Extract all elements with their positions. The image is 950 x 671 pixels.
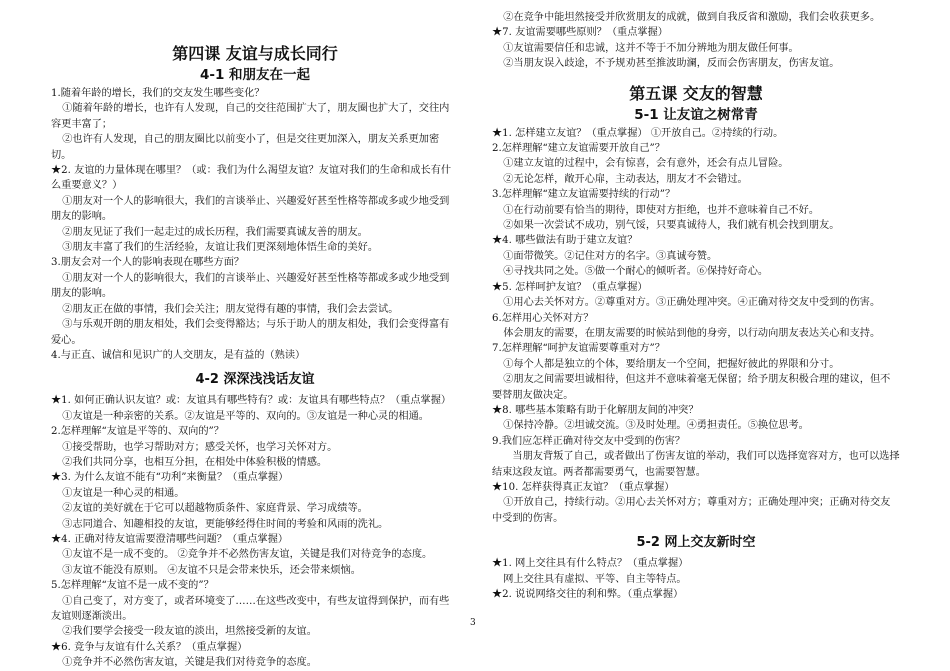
text-line: ①友谊不是一成不变的。 ②竞争并不必然伤害友谊，关键是我们对待竞争的态度。 bbox=[62, 549, 433, 561]
text-line: ①保持冷静。②坦诚交流。③及时处理。④勇担责任。⑤换位思考。 bbox=[503, 420, 809, 432]
text-line: 当朋友背叛了自己，或者做出了伤害友谊的举动，我们可以选择宽容对方，也可以选择结束这段友谊。两者都需要勇气，也需要智慧。 bbox=[492, 451, 900, 478]
text-line: 4.与正直、诚信和见识广的人交朋友，是有益的（熟读） bbox=[51, 349, 306, 361]
text-line: ②无论怎样，敞开心扉，主动表达，朋友才不会错过。 bbox=[503, 173, 748, 185]
text-line: ④寻找共同之处。⑤做一个耐心的倾听者。⑥保持好奇心。 bbox=[503, 266, 769, 278]
text-line: ★2. 友谊的力量体现在哪里？（或：我们为什么渴望友谊？友谊对我们的生命和成长有什么重要意义？） bbox=[51, 165, 452, 192]
text-line: ①朋友对一个人的影响很大，我们的言谈举止、兴趣爱好甚至性格等都或多或少地受到朋友的影响。 bbox=[51, 195, 450, 223]
text-line: 网上交往具有虚拟、平等、自主等特点。 bbox=[503, 573, 687, 585]
text-line: ③志同道合、知趣相投的友谊，更能够经得住时间的考验和风雨的洗礼。 bbox=[62, 518, 389, 530]
section-5-1-title: 5-1 让友谊之树常青 bbox=[634, 106, 758, 123]
text-line: ★10. 怎样获得真正友谊？（重点掌握） bbox=[492, 481, 675, 493]
text-line: ①竞争并不必然伤害友谊，关键是我们对待竞争的态度。 bbox=[62, 657, 317, 669]
page-number: 3 bbox=[470, 618, 476, 628]
text-line: 7.怎样理解“呵护友谊需要尊重对方”？ bbox=[492, 343, 665, 355]
text-line: ②当朋友误入歧途，不予规劝甚至推波助澜，反而会伤害朋友，伤害友谊。 bbox=[503, 58, 840, 70]
text-line: ★3. 为什么友谊不能有“功利”来衡量？（重点掌握） bbox=[51, 472, 289, 484]
text-line: ②朋友见证了我们一起走过的成长历程，我们需要真诚友善的朋友。 bbox=[62, 226, 368, 238]
text-line: ①接受帮助，也学习帮助对方；感受关怀，也学习关怀对方。 bbox=[62, 441, 338, 453]
text-line: 1.随着年龄的增长，我们的交友发生哪些变化？ bbox=[51, 88, 265, 99]
text-line: ①随着年龄的增长，也许有人发现，自己的交往范围扩大了，朋友圈也扩大了，交往内容更丰富了； bbox=[51, 103, 450, 130]
text-line: 2.怎样理解“建立友谊需要开放自己”？ bbox=[492, 143, 665, 155]
section-5-2-title: 5-2 网上交友新时空 bbox=[636, 535, 756, 551]
text-line: ②朋友正在做的事情，我们会关注；朋友觉得有趣的事情，我们会去尝试。 bbox=[62, 303, 399, 315]
text-line: ★4. 哪些做法有助于建立友谊？ bbox=[492, 235, 638, 247]
text-line: ★1. 怎样建立友谊？（重点掌握） ①开放自己。②持续的行动。 bbox=[492, 127, 784, 139]
text-line: ①在行动前要有恰当的期待，即使对方拒绝，也并不意味着自己不好。 bbox=[503, 204, 820, 216]
text-line: 3.怎样理解“建立友谊需要持续的行动”？ bbox=[492, 189, 676, 201]
text-line: 3.朋友会对一个人的影响表现在哪些方面？ bbox=[51, 257, 245, 269]
text-line: ②朋友之间需要坦诚相待，但这并不意味着毫无保留；给予朋友积极合理的建议，但不要替朋友做决定。 bbox=[492, 374, 891, 401]
text-line: ①开放自己，持续行动。②用心去关怀对方；尊重对方；正确处理冲突；正确对待交友中受到的伤害。 bbox=[492, 497, 891, 524]
text-line: 5.怎样理解“友谊不是一成不变的”？ bbox=[51, 580, 214, 592]
text-line: 体会朋友的需要，在朋友需要的时候站到他的身旁，以行动向朋友表达关心和支持。 bbox=[503, 327, 881, 339]
text-line: ①友谊需要信任和忠诚，这并不等于不加分辨地为朋友做任何事。 bbox=[503, 42, 799, 54]
text-line: ★8. 哪些基本策略有助于化解朋友间的冲突？ bbox=[492, 404, 699, 416]
text-line: ★4. 正确对待友谊需要澄清哪些问题？（重点掌握） bbox=[51, 533, 289, 545]
text-line: ②也许有人发现，自己的朋友圈比以前变小了，但是交往更加深入，朋友关系更加密切。 bbox=[51, 134, 440, 161]
text-line: ①建立友谊的过程中，会有惊喜，会有意外，还会有点儿冒险。 bbox=[503, 158, 789, 170]
text-line: ★5. 怎样呵护友谊？（重点掌握） bbox=[492, 281, 648, 293]
left-column bbox=[51, 38, 459, 671]
text-line: ★6. 竞争与友谊有什么关系？（重点掌握） bbox=[51, 641, 248, 653]
text-line: ★1. 网上交往具有什么特点？（重点掌握） bbox=[492, 558, 689, 570]
text-line: ③与乐观开朗的朋友相处，我们会变得豁达；与乐于助人的朋友相处，我们会变得富有爱心。 bbox=[51, 319, 450, 346]
text-line: 6.怎样用心关怀对方？ bbox=[492, 312, 594, 324]
lesson-4-title: 第四课 友谊与成长同行 bbox=[172, 44, 338, 63]
text-line: ①每个人都是独立的个体，要给朋友一个空间，把握好彼此的界限和分寸。 bbox=[503, 358, 840, 370]
text-line: ①自己变了，对方变了，或者环境变了……在这些改变中，有些友谊得到保护，而有些友谊则逐渐淡出。 bbox=[51, 595, 450, 622]
right-column bbox=[492, 10, 900, 602]
text-line: ①友谊是一种亲密的关系。②友谊是平等的、双向的。③友谊是一种心灵的相通。 bbox=[62, 410, 429, 422]
text-line: 2.怎样理解“友谊是平等的、双向的”？ bbox=[51, 426, 224, 438]
text-line: ②如果一次尝试不成功，别气馁，只要真诚待人，我们就有机会找到朋友。 bbox=[503, 220, 840, 232]
text-line: 9.我们应怎样正确对待交友中受到的伤害？ bbox=[492, 435, 686, 447]
text-line: ①朋友对一个人的影响很大，我们的言谈举止、兴趣爱好甚至性格等都或多或少地受到朋友的影响。 bbox=[51, 272, 450, 300]
text-line: ②我们共同分享，也相互分担，在相处中体验积极的情感。 bbox=[62, 456, 328, 468]
text-line: ★7. 友谊需要哪些原则？（重点掌握） bbox=[492, 27, 668, 39]
text-line: ②在竞争中能坦然接受并欣赏朋友的成就，做到自我反省和激励，我们会收获更多。 bbox=[503, 12, 881, 23]
lesson-5-title: 第五课 交友的智慧 bbox=[629, 83, 763, 103]
text-line: ①用心去关怀对方。②尊重对方。③正确处理冲突。④正确对待交友中受到的伤害。 bbox=[503, 297, 881, 309]
text-line: ①友谊是一种心灵的相通。 bbox=[62, 487, 185, 499]
text-line: ★1. 如何正确认识友谊？或：友谊具有哪些特有？或：友谊具有哪些特点？（重点掌握） bbox=[51, 395, 452, 407]
text-line: ②友谊的美好就在于它可以超越物质条件、家庭背景、学习成绩等。 bbox=[62, 503, 368, 515]
text-line: ③朋友丰富了我们的生活经验，友谊让我们更深刻地体悟生命的美好。 bbox=[62, 242, 379, 254]
text-line: ★2. 说说网络交往的利和弊。（重点掌握） bbox=[492, 589, 684, 600]
text-line: ①面带微笑。②记住对方的名字。③真诚夸赞。 bbox=[503, 250, 718, 262]
section-4-2-title: 4-2 深深浅浅话友谊 bbox=[195, 372, 315, 388]
text-line: ②我们要学会接受一段友谊的淡出，坦然接受新的友谊。 bbox=[62, 626, 317, 638]
section-4-1-title: 4-1 和朋友在一起 bbox=[199, 67, 311, 83]
text-line: ③友谊不能没有原则。 ④友谊不只是会带来快乐，还会带来烦恼。 bbox=[62, 564, 361, 576]
